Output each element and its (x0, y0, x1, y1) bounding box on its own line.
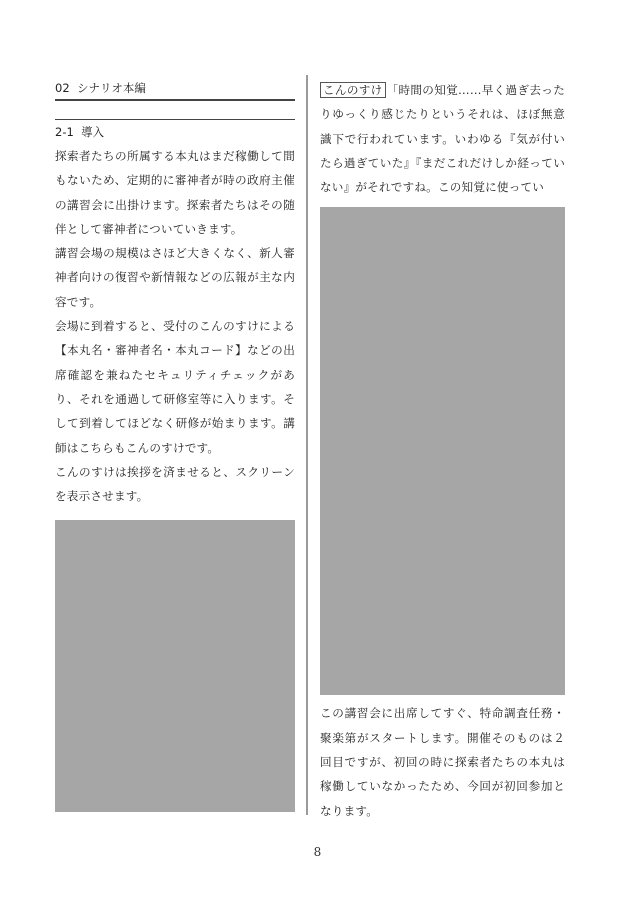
subsection-number: 2-1 (55, 125, 74, 139)
left-column (55, 78, 295, 812)
body-paragraph: こんのすけは挨拶を済ませると、スクリーンを表示させます。 (55, 464, 295, 504)
body-paragraph: 会場に到着すると、受付のこんのすけによる【本丸名・審神者名・本丸コード】などの出席確認を兼ねたセキュリティチェックがあり、それを通過して研修室等に入ります。そして到着してほどなく研修が始まります。講師はこちらもこんのすけです。 (55, 319, 295, 455)
left-body (55, 144, 295, 508)
section-title: シナリオ本編 (76, 81, 146, 95)
column-divider (306, 75, 308, 815)
image-placeholder (320, 207, 565, 695)
section-heading (55, 78, 295, 101)
dialogue-paragraph (320, 78, 565, 199)
page-number: 8 (313, 845, 322, 859)
dialogue-text: 「時間の知覚……早く過ぎ去ったりゆっくり感じたりというそれは、ほぼ無意識下で行われています。いわゆる『気が付いたら過ぎていた』『まだこれだけしか経っていない』がそれですね。この知覚に使ってい (320, 83, 565, 195)
section-number: 02 (55, 81, 70, 95)
subsection-title: 導入 (81, 125, 105, 139)
speaker-label: こんのすけ (320, 82, 386, 98)
image-placeholder (55, 520, 295, 812)
body-paragraph: 講習会場の規模はさほど大きくなく、新人審神者向けの復習や新情報などの広報が主な内容です。 (55, 246, 295, 309)
right-column (320, 78, 565, 823)
body-paragraph: この講習会に出席してすぐ、特命調査任務・聚楽第がスタートします。開催そのものは２回目ですが、初回の時に探索者たちの本丸は稼働していなかったため、今回が初回参加となります。 (320, 706, 565, 818)
body-paragraph: 探索者たちの所属する本丸はまだ稼働して間もないため、定期的に審神者が時の政府主催の講習会に出掛けます。探索者たちはその随伴として審神者についていきます。 (55, 149, 295, 236)
subsection-heading (55, 119, 295, 142)
